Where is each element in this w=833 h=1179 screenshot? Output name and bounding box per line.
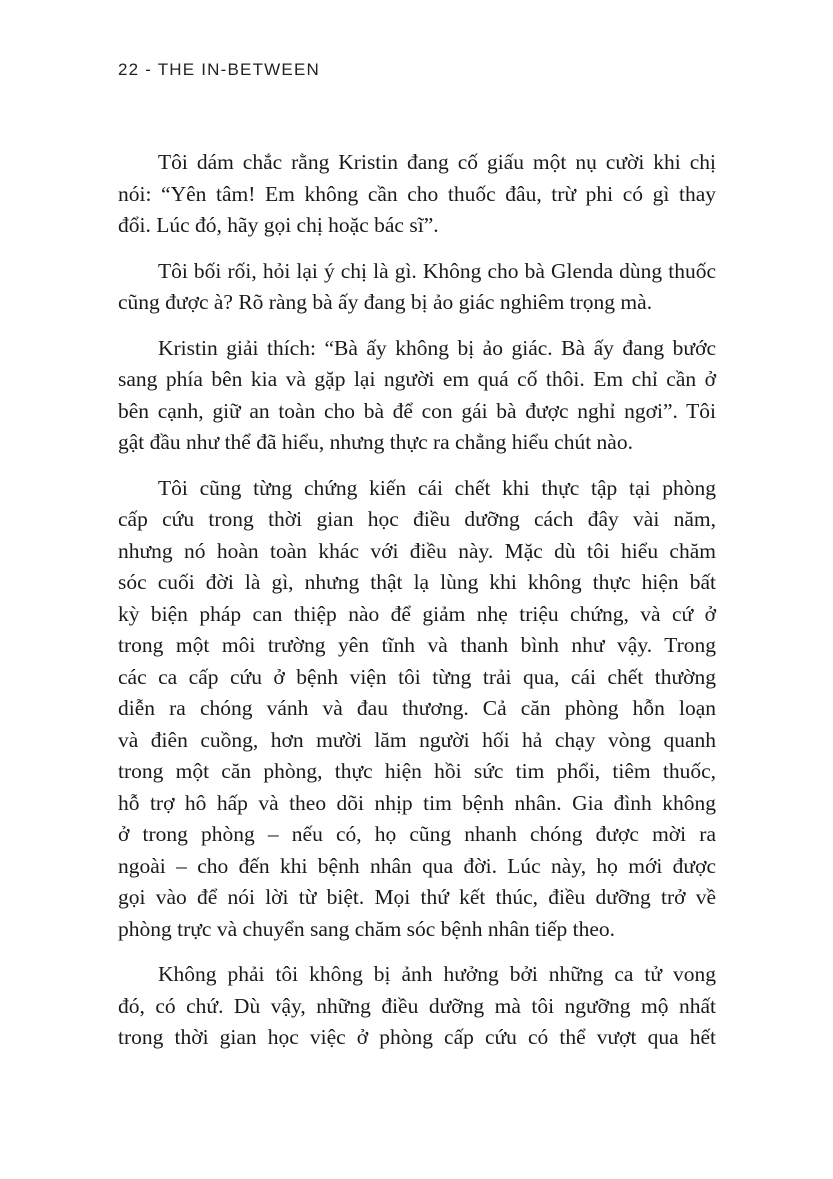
paragraph	[118, 333, 716, 459]
text-line: các ca cấp cứu ở bệnh viện tôi từng trải qua, cái chết thường	[118, 664, 716, 689]
text-line: phòng trực và chuyển sang chăm sóc bệnh nhân tiếp theo.	[118, 916, 616, 941]
text-line: cũng được à? Rõ ràng bà ấy đang bị ảo giác nghiêm trọng mà.	[118, 290, 653, 314]
text-line: Tôi cũng từng chứng kiến cái chết khi thực tập tại phòng	[158, 475, 716, 500]
text-line: Tôi bối rối, hỏi lại ý chị là gì. Không cho bà Glenda dùng thuốc	[158, 258, 716, 283]
page-number: 22	[118, 60, 140, 79]
body-text	[118, 147, 716, 1068]
text-line: Không phải tôi không bị ảnh hưởng bởi những ca tử vong	[158, 962, 716, 986]
text-line: và điên cuồng, hơn mười lăm người hối hả chạy vòng quanh	[118, 727, 716, 752]
text-line: đổi. Lúc đó, hãy gọi chị hoặc bác sĩ”.	[118, 213, 439, 237]
book-title: THE IN-BETWEEN	[157, 60, 320, 79]
text-line: đó, có chứ. Dù vậy, những điều dưỡng mà tôi ngưỡng mộ nhất	[118, 993, 716, 1018]
text-line: gọi vào để nói lời từ biệt. Mọi thứ kết thúc, điều dưỡng trở về	[118, 885, 716, 909]
text-line: nhưng nó hoàn toàn khác với điều này. Mặc dù tôi hiểu chăm	[118, 538, 716, 563]
paragraph	[118, 256, 716, 319]
text-line: kỳ biện pháp can thiệp nào để giảm nhẹ triệu chứng, và cứ ở	[118, 601, 716, 626]
text-line: hỗ trợ hô hấp và theo dõi nhịp tim bệnh nhân. Gia đình không	[118, 790, 716, 815]
paragraph	[118, 959, 716, 1054]
paragraph	[118, 147, 716, 242]
text-line: gật đầu như thể đã hiểu, nhưng thực ra chẳng hiểu chút nào.	[118, 430, 633, 454]
text-line: Kristin giải thích: “Bà ấy không bị ảo giác. Bà ấy đang bước	[158, 335, 716, 360]
text-line: sóc cuối đời là gì, nhưng thật lạ lùng khi không thực hiện bất	[118, 570, 716, 594]
text-line: cấp cứu trong thời gian học điều dưỡng cách đây vài năm,	[118, 507, 716, 531]
text-line: ở trong phòng – nếu có, họ cũng nhanh chóng được mời ra	[118, 822, 716, 846]
text-line: bên cạnh, giữ an toàn cho bà để con gái bà được nghỉ ngơi”. Tôi	[118, 398, 716, 423]
text-line: trong một căn phòng, thực hiện hồi sức tim phổi, tiêm thuốc,	[118, 759, 716, 783]
running-header	[118, 60, 320, 80]
header-separator: -	[139, 60, 158, 79]
text-line: diễn ra chóng vánh và đau thương. Cả căn phòng hỗn loạn	[118, 696, 716, 720]
paragraph	[118, 473, 716, 946]
text-line: sang phía bên kia và gặp lại người em quá cố thôi. Em chỉ cần ở	[118, 367, 716, 391]
text-line: Tôi dám chắc rằng Kristin đang cố giấu một nụ cười khi chị	[158, 150, 716, 174]
text-line: nói: “Yên tâm! Em không cần cho thuốc đâu, trừ phi có gì thay	[118, 181, 716, 206]
text-line: trong thời gian học việc ở phòng cấp cứu có thể vượt qua hết	[118, 1025, 716, 1049]
text-line: trong một môi trường yên tĩnh và thanh bình như vậy. Trong	[118, 633, 716, 657]
text-line: ngoài – cho đến khi bệnh nhân qua đời. Lúc này, họ mới được	[118, 853, 716, 878]
